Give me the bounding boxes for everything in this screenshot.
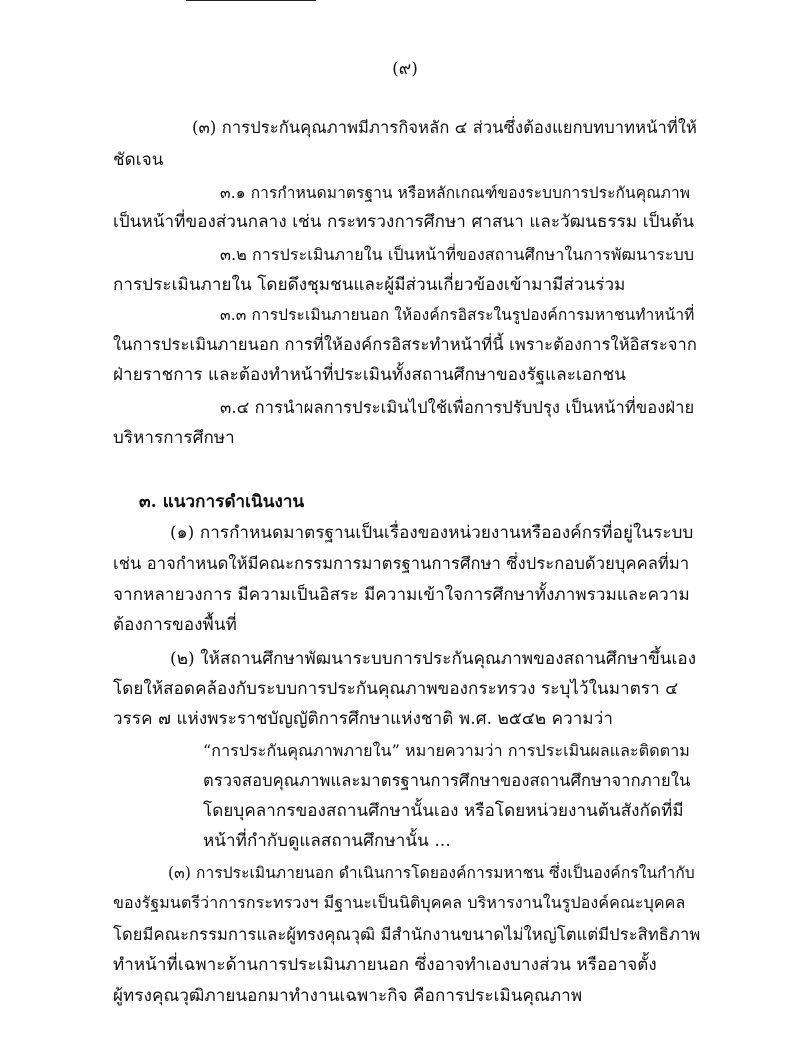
text-line: จากหลายวงการ มีความเป็นอิสระ มีความเข้าใจการศึกษาทั้งภาพรวมและความ <box>113 585 690 605</box>
text-line: ของรัฐมนตรีว่าการกระทรวงฯ มีฐานะเป็นนิติบุคคล บริหารงานในรูปองค์คณะบุคคล <box>113 893 686 912</box>
text-line: โดยมีคณะกรรมการและผู้ทรงคุณวุฒิ มีสำนักงานขนาดไม่ใหญ่โตแต่มีประสิทธิภาพ <box>113 925 701 944</box>
quote-line: “การประกันคุณภาพภายใน” หมายความว่า การประเมินผลและติดตาม <box>203 741 690 760</box>
text-line: เช่น อาจกำหนดให้มีคณะกรรมการมาตรฐานการศึกษา ซึ่งประกอบด้วยบุคคลที่มา <box>113 554 690 573</box>
text-line: (๒) ให้สถานศึกษาพัฒนาระบบการประกันคุณภาพของสถานศึกษาขึ้นเอง <box>170 649 697 669</box>
text-line: ชัดเจน <box>113 150 164 170</box>
text-line: ๓.๓ การประเมินภายนอก ให้องค์กรอิสระในรูปองค์การมหาชนทำหน้าที่ <box>220 306 695 324</box>
text-line: ๓.๔ การนำผลการประเมินไปใช้เพื่อการปรับปรุง เป็นหน้าที่ของฝ่าย <box>220 398 695 417</box>
text-line: วรรค ๗ แห่งพระราชบัญญัติการศึกษาแห่งชาติ พ.ศ. ๒๕๔๒ ความว่า <box>113 709 614 729</box>
text-line: ผู้ทรงคุณวุฒิภายนอกมาทำงานเฉพาะกิจ คือการประเมินคุณภาพ <box>113 986 583 1006</box>
text-line: (๓) การประเมินภายนอก ดำเนินการโดยองค์การมหาชน ซึ่งเป็นองค์กรในกำกับ <box>168 864 695 882</box>
text-line: ๓.๑ การกำหนดมาตรฐาน หรือหลักเกณฑ์ของระบบการประกันคุณภาพ <box>220 184 691 202</box>
quote-line: โดยบุคลากรของสถานศึกษานั้นเอง หรือโดยหน่วยงานต้นสังกัดที่มี <box>203 801 684 821</box>
text-line: ฝ่ายราชการ และต้องทำหน้าที่ประเมินทั้งสถานศึกษาของรัฐและเอกชน <box>113 365 626 385</box>
section-heading: ๓. แนวการดำเนินงาน <box>139 492 305 512</box>
text-line: ต้องการของพื้นที่ <box>113 615 237 635</box>
text-line: (๑) การกำหนดมาตรฐานเป็นเรื่องของหน่วยงานหรือองค์กรที่อยู่ในระบบ <box>170 523 694 543</box>
page-number: (๙) <box>392 59 418 79</box>
text-line: บริหารการศึกษา <box>113 428 235 448</box>
text-line: (๓) การประกันคุณภาพมีภารกิจหลัก ๔ ส่วนซึ่งต้องแยกบทบาทหน้าที่ให้ <box>192 118 697 137</box>
top-rule-line <box>186 0 316 1</box>
text-line: การประเมินภายใน โดยดึงชุมชนและผู้มีส่วนเกี่ยวข้องเข้ามามีส่วนร่วม <box>113 275 626 295</box>
text-line: เป็นหน้าที่ของส่วนกลาง เช่น กระทรวงการศึกษา ศาสนา และวัฒนธรรม เป็นต้น <box>113 212 695 232</box>
text-line: โดยให้สอดคล้องกับระบบการประกันคุณภาพของกระทรวง ระบุไว้ในมาตรา ๔ <box>113 679 679 699</box>
text-line: ๓.๒ การประเมินภายใน เป็นหน้าที่ของสถานศึกษาในการพัฒนาระบบ <box>220 245 695 264</box>
quote-line: หน้าที่กำกับดูแลสถานศึกษานั้น ... <box>203 831 451 851</box>
text-line: ทำหน้าที่เฉพาะด้านการประเมินภายนอก ซึ่งอาจทำเองบางส่วน หรืออาจตั้ง <box>113 955 657 975</box>
quote-line: ตรวจสอบคุณภาพและมาตรฐานการศึกษาของสถานศึกษาจากภายใน <box>203 771 691 790</box>
text-line: ในการประเมินภายนอก การที่ให้องค์กรอิสระทำหน้าที่นี้ เพราะต้องการให้อิสระจาก <box>113 335 697 354</box>
